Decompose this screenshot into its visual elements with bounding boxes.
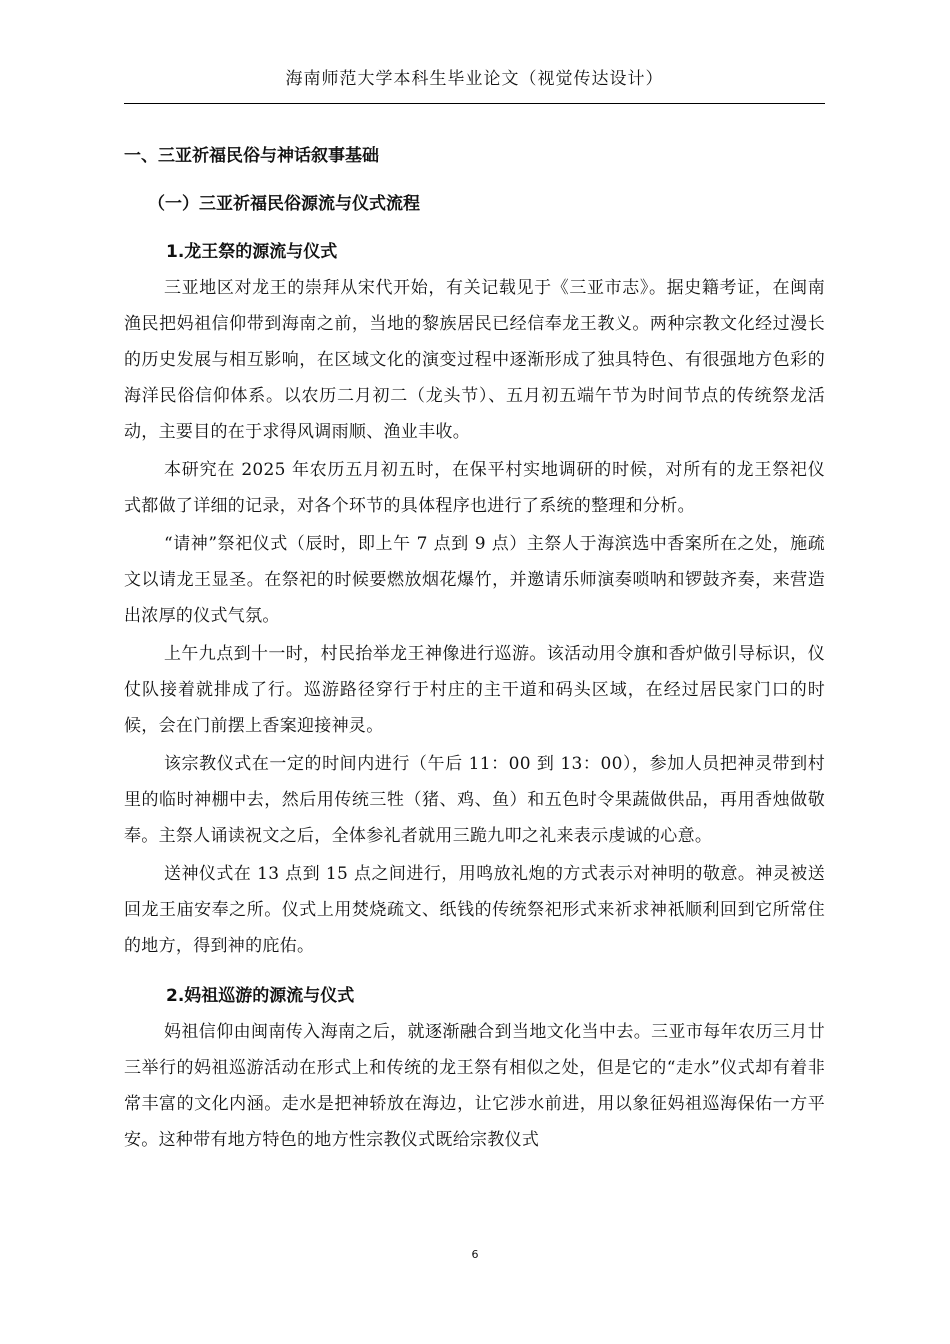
subsection-heading: （一）三亚祈福民俗源流与仪式流程	[148, 194, 420, 214]
page-body	[124, 140, 825, 1158]
paragraph: “请神”祭祀仪式（辰时，即上午 7 点到 9 点）主祭人于海滨选中香案所在之处，施疏文以请龙王显圣。在祭祀的时候要燃放烟花爆竹，并邀请乐师演奏唢呐和锣鼓齐奏，来营造出浓厚的仪式气氛。	[124, 534, 825, 626]
paragraph: 上午九点到十一时，村民抬举龙王神像进行巡游。该活动用令旗和香炉做引导标识，仪仗队接着就排成了行。巡游路径穿行于村庄的主干道和码头区域，在经过居民家门口的时候，会在门前摆上香案迎接神灵。	[124, 644, 825, 736]
paragraph: 送神仪式在 13 点到 15 点之间进行，用鸣放礼炮的方式表示对神明的敬意。神灵被送回龙王庙安奉之所。仪式上用焚烧疏文、纸钱的传统祭祀形式来祈求神祇顺利回到它所常住的地方，得到神的庇佑。	[124, 864, 825, 956]
running-header: 海南师范大学本科生毕业论文（视觉传达设计）	[285, 69, 664, 89]
item-heading-dragon-king: 1.龙王祭的源流与仪式	[166, 242, 338, 262]
header-rule	[124, 103, 825, 104]
paragraph: 三亚地区对龙王的崇拜从宋代开始，有关记载见于《三亚市志》。据史籍考证，在闽南渔民把妈祖信仰带到海南之前，当地的黎族居民已经信奉龙王教义。两种宗教文化经过漫长的历史发展与相互影响，在区域文化的演变过程中逐渐形成了独具特色、有很强地方色彩的海洋民俗信仰体系。以农历二月初二（龙头节）、五月初五端午节为时间节点的传统祭龙活动，主要目的在于求得风调雨顺、渔业丰收。	[124, 278, 825, 442]
paragraph: 该宗教仪式在一定的时间内进行（午后 11：00 到 13：00），参加人员把神灵带到村里的临时神棚中去，然后用传统三牲（猪、鸡、鱼）和五色时令果蔬做供品，再用香烛做敬奉。主祭人诵读祝文之后，全体参礼者就用三跪九叩之礼来表示虔诚的心意。	[124, 754, 825, 846]
paragraph: 妈祖信仰由闽南传入海南之后，就逐渐融合到当地文化当中去。三亚市每年农历三月廿三举行的妈祖巡游活动在形式上和传统的龙王祭有相似之处，但是它的“走水”仪式却有着非常丰富的文化内涵。走水是把神轿放在海边，让它涉水前进，用以象征妈祖巡海保佑一方平安。这种带有地方特色的地方性宗教仪式既给宗教仪式	[124, 1022, 825, 1150]
page-number: 6	[471, 1248, 479, 1261]
item-heading-mazu: 2.妈祖巡游的源流与仪式	[166, 986, 355, 1006]
section-heading: 一、三亚祈福民俗与神话叙事基础	[124, 146, 379, 166]
paragraph: 本研究在 2025 年农历五月初五时，在保平村实地调研的时候，对所有的龙王祭祀仪式都做了详细的记录，对各个环节的具体程序也进行了系统的整理和分析。	[124, 460, 825, 516]
